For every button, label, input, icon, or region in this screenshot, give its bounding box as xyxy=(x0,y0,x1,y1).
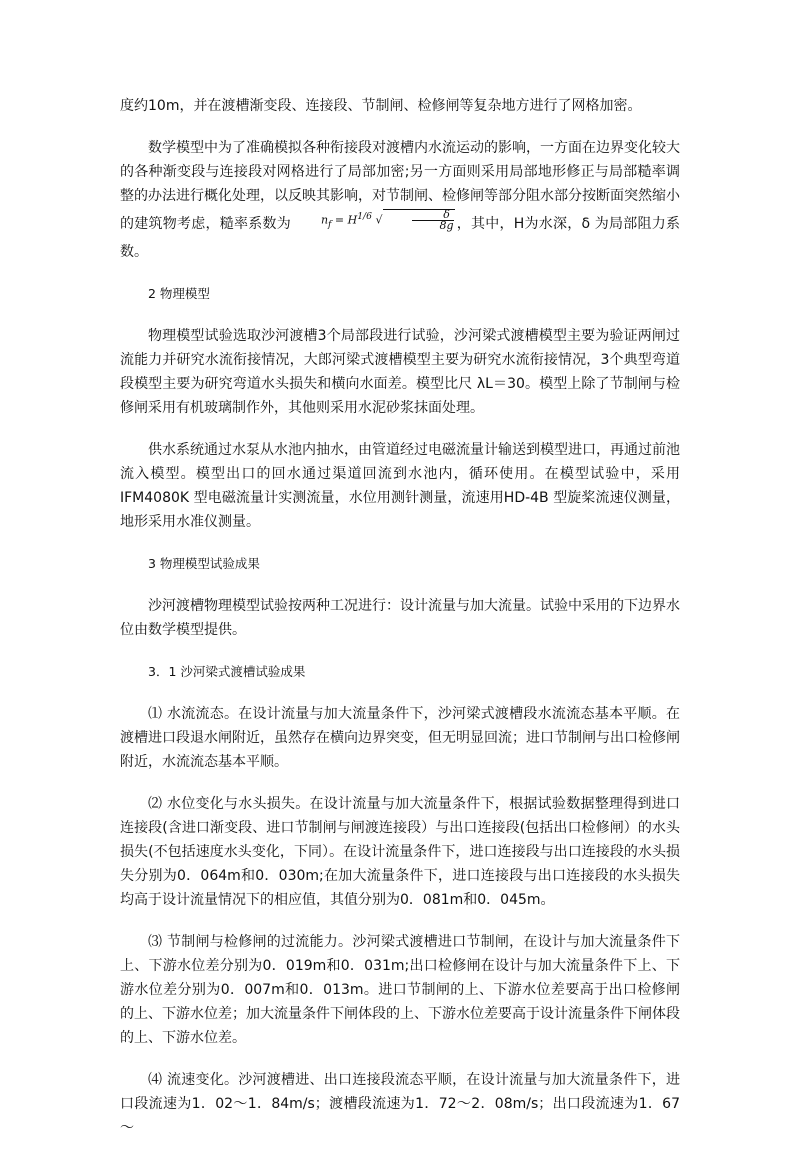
paragraph-head-loss: ⑵ 水位变化与水头损失。在设计流量与加大流量条件下，根据试验数据整理得到进口连接段(含进口渐变段、进口节制闸与闸渡连接段）与出口连接段(包括出口检修闸）的水头损失(不包括速度水头变化，下同）。在设计流量条件下，进口连接段与出口连接段的水头损失分别为0．064m和0．030m;在加大流量条件下，进口连接段与出口连接段的水头损失均高于设计流量情况下的相应值，其值分别为0．081m和0．045m。 xyxy=(120,795,680,908)
heading-shahe-results: 3．1 沙河梁式渡槽试验成果 xyxy=(148,663,306,679)
formula-sub-f: f xyxy=(328,218,332,230)
formula-h: H xyxy=(347,213,358,227)
paragraph-test-conditions: 沙河渡槽物理模型试验按两种工况进行：设计流量与加大流量。试验中采用的下边界水位由数学模型提供。 xyxy=(120,597,680,638)
paragraph-physical-model: 物理模型试验选取沙河渡槽3个局部段进行试验，沙河梁式渡槽模型主要为验证两闸过流能力并研究水流衔接情况，大郎河梁式渡槽模型主要为研究水流衔接情况，3个典型弯道段模型主要为研究弯道水头损失和横向水面差。模型比尺 λL＝30。模型上除了节制闸与检修闸采用有机玻璃制作外，其他则采用水泥砂浆抹面处理。 xyxy=(120,327,680,416)
paragraph-math-model-text: 数学模型中为了准确模拟各种衔接段对渡槽内水流运动的影响，一方面在边界变化较大的各种渐变段与连接段对网格进行了局部加密;另一方面则采用局部地形修正与局部糙率调整的办法进行概化处理，以反映其影响，对节制闸、检修闸等部分阻水部分按断面突然缩小的建筑物考虑，糙率系数为 xyxy=(120,140,680,232)
paragraph-mesh: 度约10m，并在渡槽渐变段、连接段、节制闸、检修闸等复杂地方进行了网格加密。 xyxy=(120,98,642,114)
formula-equals: = xyxy=(334,213,345,227)
formula-n: n xyxy=(320,213,329,227)
paragraph-math-model xyxy=(120,136,680,264)
paragraph-gate-capacity: ⑶ 节制闸与检修闸的过流能力。沙河梁式渡槽进口节制闸，在设计与加大流量条件下上、下游水位差分别为0．019m和0．031m;出口检修闸在设计与加大流量条件下上、下游水位差分别为0．007m和0．013m。进口节制闸的上、下游水位差要高于出口检修闸的上、下游水位差；加大流量条件下闸体段的上、下游水位差要高于设计流量条件下闸体段的上、下游水位差。 xyxy=(120,933,680,1046)
paragraph-water-supply: 供水系统通过水泵从水池内抽水，由管道经过电磁流量计输送到模型进口，再通过前池流入模型。模型出口的回水通过渠道回流到水池内，循环使用。在模型试验中，采用IFM4080K 型电磁流量计实测流量，水位用测针测量，流速用HD-4B 型旋桨流速仪测量，地形采用水准仪测量。 xyxy=(120,441,680,530)
paragraph-flow-pattern: ⑴ 水流流态。在设计流量与加大流量条件下，沙河梁式渡槽段水流流态基本平顺。在渡槽进口段退水闸附近，虽然存在横向边界突变，但无明显回流；进口节制闸与出口检修闸附近，水流流态基本平顺。 xyxy=(120,705,680,770)
roughness-formula: $n_f = H^{1/6}$ √ $\frac{\delta}{8g}$ xyxy=(320,208,454,233)
formula-radical xyxy=(383,209,455,231)
paragraph-math-model-tail: ，其中，H为水深，δ 为局部阻力系数。 xyxy=(120,215,680,260)
formula-numerator: δ xyxy=(412,210,454,221)
heading-test-results: 3 物理模型试验成果 xyxy=(148,555,260,571)
formula-exponent: 1/6 xyxy=(357,211,372,222)
heading-physical-model: 2 物理模型 xyxy=(148,285,210,301)
document-page xyxy=(120,94,680,1158)
formula-fraction xyxy=(412,210,454,231)
formula-denominator: 8g xyxy=(439,219,454,233)
paragraph-velocity: ⑷ 流速变化。沙河渡槽进、出口连接段流态平顺，在设计流量与加大流量条件下，进口段流速为1．02～1．84m/s；渡槽段流速为1．72～2．08m/s；出口段流速为1．67～ xyxy=(120,1071,680,1136)
